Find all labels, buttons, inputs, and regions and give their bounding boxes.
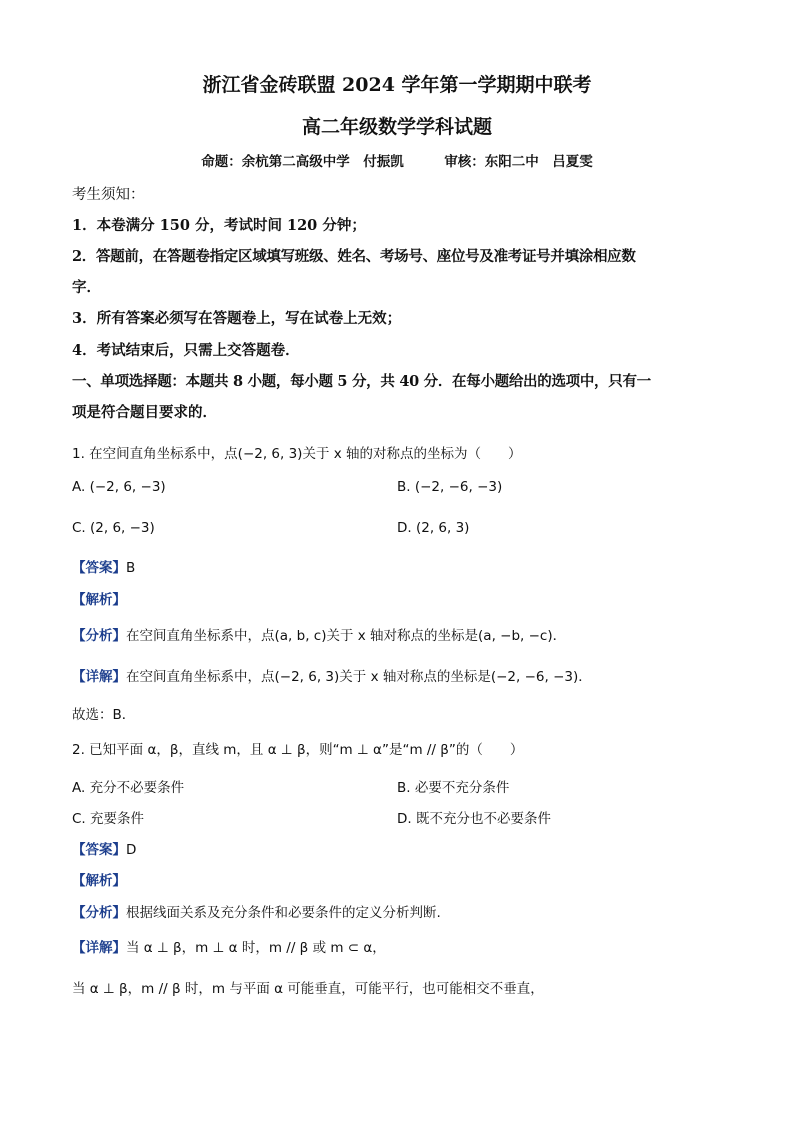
xiangjie-tag: 【详解】 xyxy=(72,669,126,685)
answer-tag: 【答案】 xyxy=(72,842,126,858)
q2-stem: 2. 已知平面 α，β，直线 m，且 α ⊥ β，则“m ⊥ α”是“m // β”的（ ） xyxy=(72,742,524,758)
notice-item-2-cont: 字． xyxy=(72,279,101,296)
notice-item-1: 1．本卷满分 150 分，考试时间 120 分钟； xyxy=(72,217,366,234)
q1-conclusion: 故选：B． xyxy=(72,707,136,723)
q1-analysis-row xyxy=(72,588,126,608)
section-heading-line1: 一、单项选择题：本题共 8 小题，每小题 5 分，共 40 分．在每小题给出的选项中，只有一 xyxy=(72,373,651,390)
q1-option-b: B. (−2, −6, −3) xyxy=(397,479,503,495)
q2-option-b: B. 必要不充分条件 xyxy=(397,780,510,796)
exam-authors: 命题：余杭第二高级中学 付振凯 审核：东阳二中 吕夏雯 xyxy=(201,154,593,170)
q2-xiangjie-row xyxy=(72,936,386,956)
q1-fenxi: 在空间直角坐标系中，点(a, b, c)关于 x 轴对称点的坐标是(a, −b, −c)． xyxy=(126,628,567,644)
q1-fenxi-row xyxy=(72,624,566,644)
notice-item-4: 4．考试结束后，只需上交答题卷． xyxy=(72,342,300,359)
q1-answer-row xyxy=(72,556,135,576)
exam-title: 浙江省金砖联盟 2024 学年第一学期期中联考 xyxy=(202,74,592,96)
q2-xiangjie: 当 α ⊥ β，m ⊥ α 时，m // β 或 m ⊂ α， xyxy=(126,940,386,956)
q2-option-c: C. 充要条件 xyxy=(72,811,145,827)
q1-option-d: D. (2, 6, 3) xyxy=(397,520,470,536)
analysis-tag: 【解析】 xyxy=(72,592,126,608)
q1-option-c: C. (2, 6, −3) xyxy=(72,520,155,536)
q2-answer: D xyxy=(126,842,137,858)
notice-heading: 考生须知： xyxy=(72,187,145,203)
fenxi-tag: 【分析】 xyxy=(72,905,126,921)
q1-xiangjie: 在空间直角坐标系中，点(−2, 6, 3)关于 x 轴对称点的坐标是(−2, −6, −3)． xyxy=(126,669,592,685)
q1-xiangjie-row xyxy=(72,665,592,685)
q2-fenxi: 根据线面关系及充分条件和必要条件的定义分析判断. xyxy=(126,905,441,921)
analysis-tag: 【解析】 xyxy=(72,873,126,889)
q2-option-a: A. 充分不必要条件 xyxy=(72,780,185,796)
q2-continuation: 当 α ⊥ β，m // β 时，m 与平面 α 可能垂直，可能平行，也可能相交不垂直， xyxy=(72,981,544,997)
answer-tag: 【答案】 xyxy=(72,560,126,576)
q2-option-d: D. 既不充分也不必要条件 xyxy=(397,811,551,827)
notice-item-2: 2．答题前，在答题卷指定区域填写班级、姓名、考场号、座位号及准考证号并填涂相应数 xyxy=(72,248,636,265)
xiangjie-tag: 【详解】 xyxy=(72,940,126,956)
section-heading-line2: 项是符合题目要求的． xyxy=(72,404,217,421)
exam-subtitle: 高二年级数学学科试题 xyxy=(301,116,492,138)
q2-analysis-row xyxy=(72,869,126,889)
q2-answer-row xyxy=(72,838,136,858)
fenxi-tag: 【分析】 xyxy=(72,628,126,644)
q1-answer: B xyxy=(126,560,136,576)
notice-item-3: 3．所有答案必须写在答题卷上，写在试卷上无效； xyxy=(72,310,402,327)
q2-fenxi-row xyxy=(72,901,441,921)
q1-stem: 1. 在空间直角坐标系中，点(−2, 6, 3)关于 x 轴的对称点的坐标为（ ） xyxy=(72,446,522,462)
q1-option-a: A. (−2, 6, −3) xyxy=(72,479,166,495)
